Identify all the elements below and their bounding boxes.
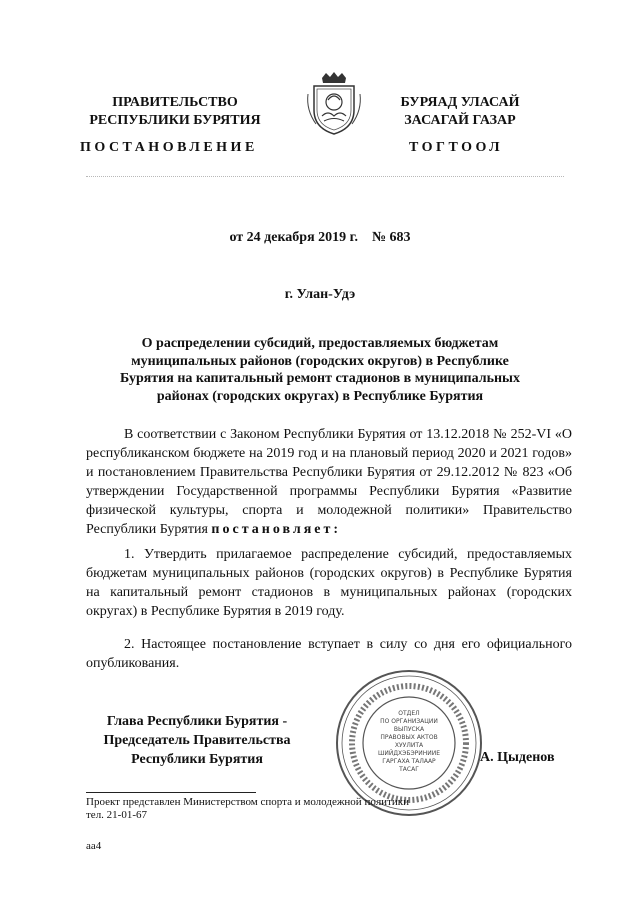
seal-line8: ТАСАГ (399, 766, 419, 773)
coat-of-arms-emblem-icon (300, 70, 368, 138)
signatory-name: А. Цыденов (480, 750, 555, 765)
document-code: аа4 (86, 840, 102, 852)
preamble-emphasis: постановляет: (211, 522, 342, 537)
footnote-divider (86, 792, 256, 793)
header-right-line2: ЗАСАГАЙ ГАЗАР (404, 113, 516, 128)
doctype-left: ПОСТАНОВЛЕНИЕ (80, 140, 258, 155)
header-divider (86, 176, 564, 177)
header-left-line1: ПРАВИТЕЛЬСТВО (112, 95, 238, 110)
header-left-line2: РЕСПУБЛИКИ БУРЯТИЯ (89, 113, 261, 128)
footnote (86, 796, 409, 822)
preamble-text: В соответствии с Законом Республики Бурятия от 13.12.2018 № 252-VI «О республиканском бюджете на 2019 год и на плановый период 2020 и 2021 годов» и постановлением Правительства Республики Бурятия от 29.12.2012 № 823 «Об утверждении Государственной программы Республики Бурятия «Развитие физической культуры, спорта и молодежной политики» Правительство Республики Бурятия (86, 427, 572, 537)
paragraph-preamble (86, 425, 572, 539)
document-date: от 24 декабря 2019 г. (229, 230, 358, 245)
paragraph-item-1: 1. Утвердить прилагаемое распределение субсидий, предоставляемых бюджетам муниципальных районов (городских округов) в Республике Бурятия на капитальный ремонт стадионов в муниципальных районах (городских округах) в Республике Бурятия в 2019 году. (86, 547, 572, 619)
header-right-line1: БУРЯАД УЛАСАЙ (400, 95, 520, 110)
signatory-title-line3: Республики Бурятия (131, 752, 263, 767)
footnote-note: Проект представлен Министерством спорта и молодежной политики (86, 796, 409, 808)
seal-line2: ПО ОРГАНИЗАЦИИ (380, 718, 438, 725)
seal-line3: ВЫПУСКА (393, 726, 425, 733)
document-city: г. Улан-Удэ (284, 287, 356, 302)
seal-line5: ХУУЛИТА (394, 742, 424, 749)
signatory-title-line2: Председатель Правительства (103, 733, 291, 748)
document-title: О распределении субсидий, предоставляемых бюджетам муниципальных районов (городских округов) в Республике Бурятия на капитальный ремонт стадионов в муниципальных районах (городских округах) в Республике Бурятия (120, 336, 520, 404)
document-number: № 683 (371, 230, 411, 245)
seal-line6: ШИЙДХЭБЭРИНИИЕ (377, 750, 441, 757)
header-left-block (60, 94, 290, 130)
seal-line1: ОТДЕЛ (398, 710, 420, 717)
seal-line4: ПРАВОВЫХ АКТОВ (380, 734, 438, 741)
document-dateline (0, 230, 640, 246)
signatory-title-line1: Глава Республики Бурятия - (106, 714, 288, 729)
header-right-block (370, 94, 550, 130)
paragraph-item-2: 2. Настоящее постановление вступает в силу со дня его официального опубликования. (86, 637, 572, 671)
doctype-right: ТОГТООЛ (409, 140, 504, 155)
seal-line7: ГАРГАХА ТАЛААР (382, 758, 436, 765)
signatory-title (62, 712, 332, 769)
footnote-phone: тел. 21-01-67 (86, 809, 148, 821)
